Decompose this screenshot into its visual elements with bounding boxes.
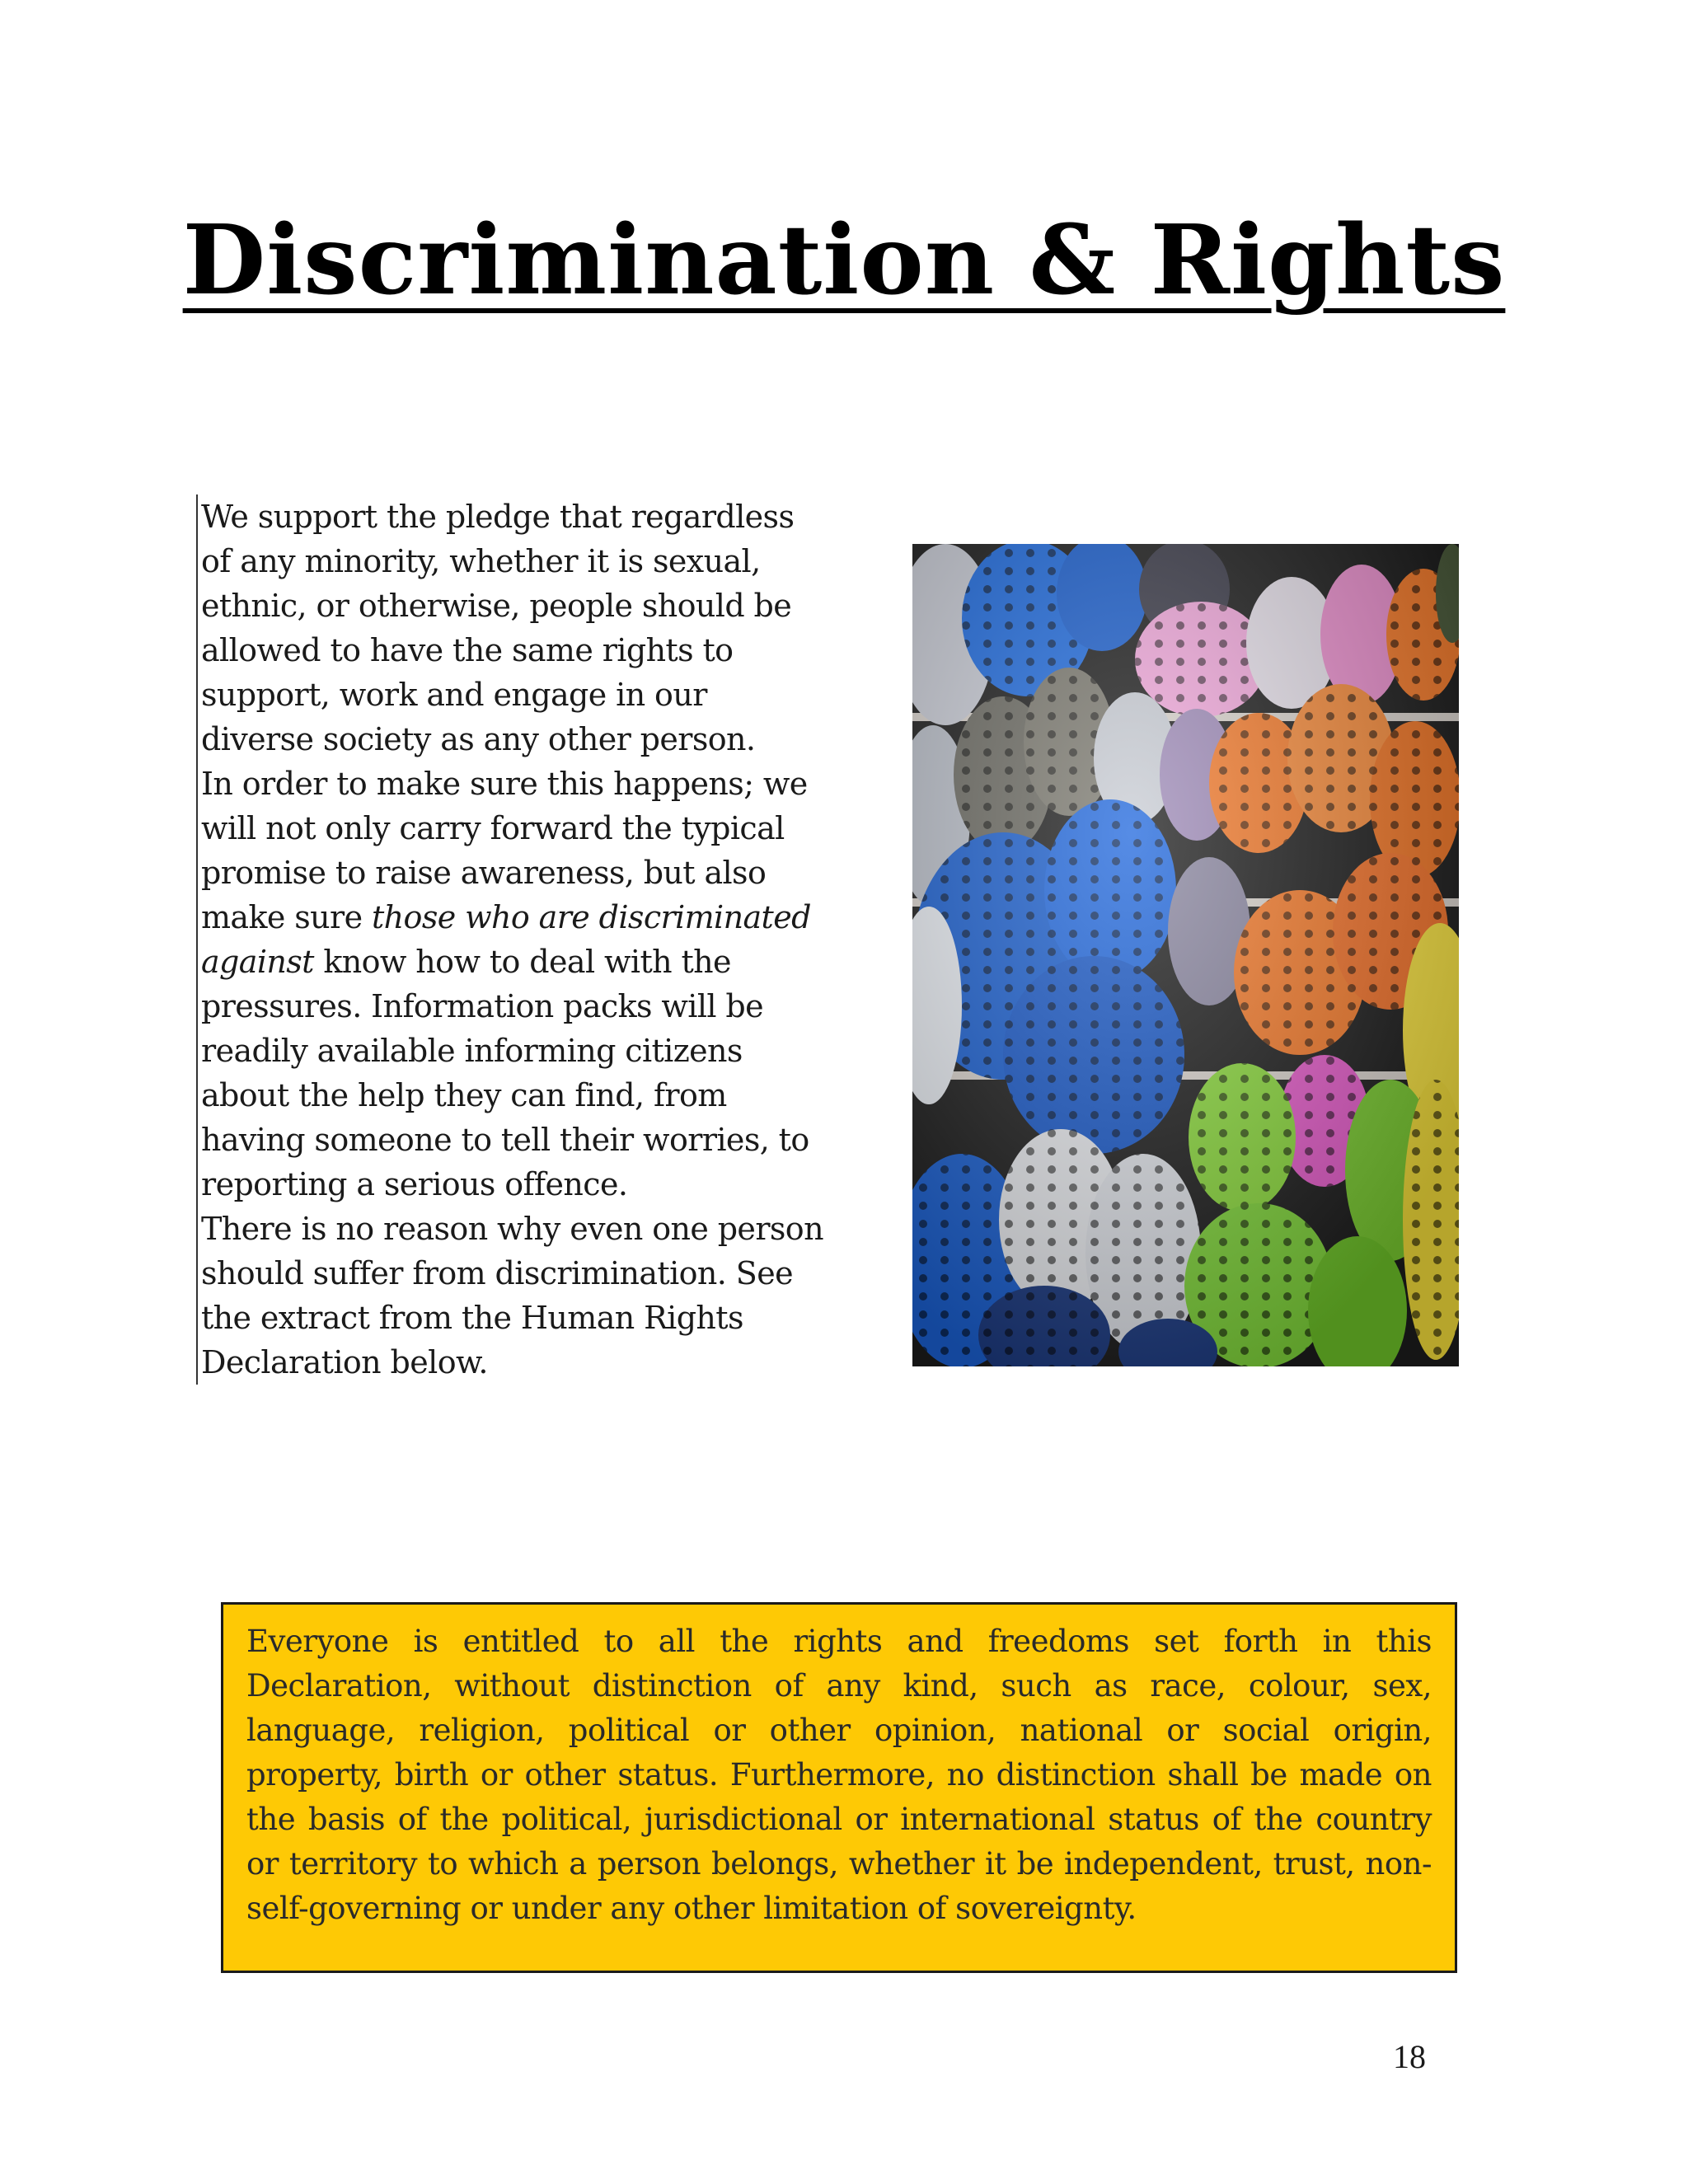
page-title: Discrimination & Rights (182, 204, 1506, 316)
paragraph-awareness-end: know how to deal with the pressures. Information packs will be readily available informing citizens about the help they can find, from having someone to tell their worries, to reporting a serious offence. (201, 944, 809, 1202)
paragraph-no-reason: There is no reason why even one person should suffer from discrimination. See the extract from the Human Rights Declaration below. (201, 1211, 823, 1380)
paragraph-pledge: We support the pledge that regardless of any minority, whether it is sexual, ethnic, or otherwise, people should be allowed to have the same rights to support, work and engage in our diverse society as any other person. (201, 499, 795, 757)
page-number: 18 (1393, 2038, 1426, 2075)
paragraph-awareness (201, 762, 828, 1207)
declaration-quote-text: Everyone is entitled to all the rights and freedoms set forth in this Declaration, without distinction of any kind, such as race, colour, sex, language, religion, political or other opinion, national or social origin, property, birth or other status. Furthermore, no distinction shall be made on the basis of the political, jurisdictional or international status of the country or territory to which a person belongs, whether it be independent, trust, non-self-governing or under any other limitation of sovereignty. (246, 1624, 1432, 1926)
declaration-quote-box (221, 1602, 1457, 1973)
clogs-illustration (912, 544, 1459, 1366)
body-text-column (196, 494, 828, 1385)
paragraph-awareness-start: In order to make sure this happens; we will not only carry forward the typical promise to raise awareness, but also make sure (201, 766, 808, 935)
colorful-clogs-photo (912, 544, 1459, 1366)
paragraph-awareness-emphasis: those who are discriminated against (201, 899, 811, 980)
